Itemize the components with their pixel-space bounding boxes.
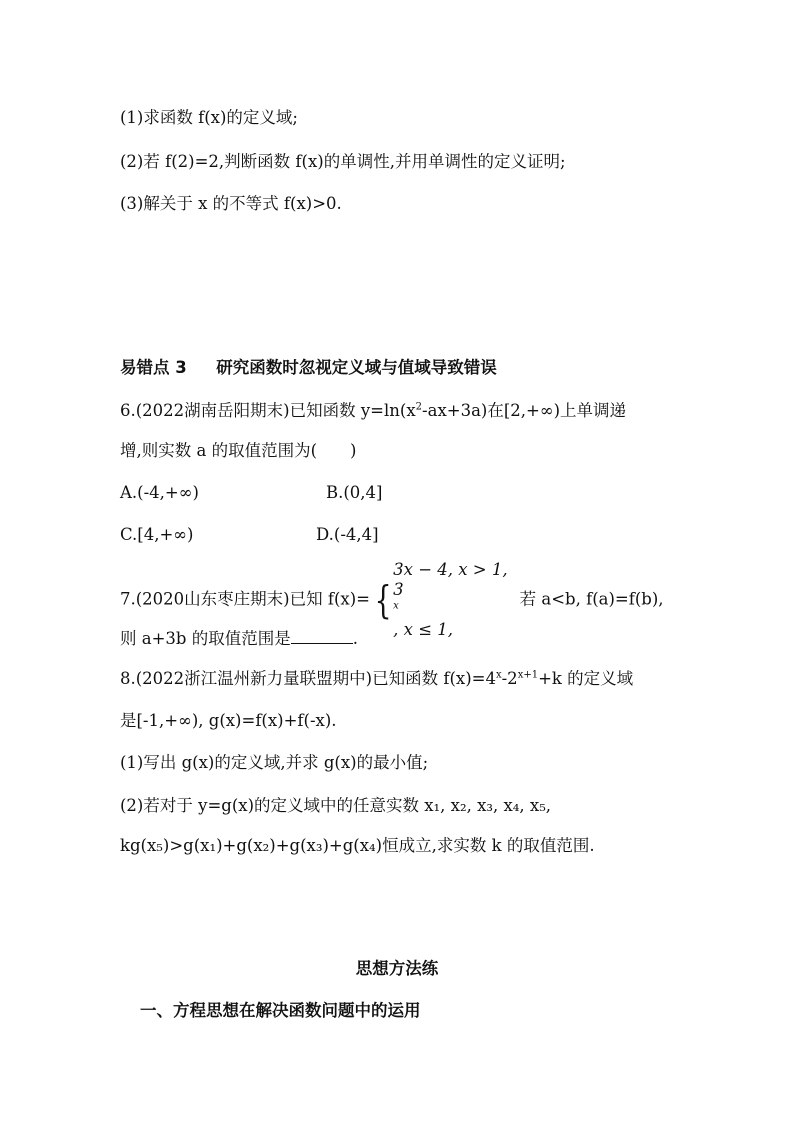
section-label: 易错点 3: [120, 358, 187, 377]
q6-option-b: B.(0,4]: [326, 483, 383, 502]
q6-exponent: 2: [415, 401, 423, 413]
q7-text: 7.(2020山东枣庄期末)已知 f(x)=: [120, 589, 370, 609]
q8-text: 8.(2022浙江温州新力量联盟期中)已知函数 f(x)=4: [120, 669, 496, 688]
case-1: 3x − 4, x > 1,: [393, 560, 508, 579]
methods-title: 思想方法练: [355, 959, 439, 978]
question-part-2: (2)若 f(2)=2,判断函数 f(x)的单调性,并用单调性的定义证明;: [120, 152, 566, 171]
q6-option-c: C.[4,+∞): [120, 525, 194, 544]
q8-exp-2: x+1: [517, 669, 539, 681]
question-part-1: (1)求函数 f(x)的定义域;: [120, 108, 298, 127]
answer-blank: [291, 629, 353, 644]
q8-exp-1: x: [495, 669, 502, 681]
piecewise-brace: {: [374, 578, 392, 622]
q6-text: 6.(2022湖南岳阳期末)已知函数 y=ln(x: [120, 401, 416, 420]
q6-option-d: D.(-4,4]: [316, 525, 379, 544]
question-part-3: (3)解关于 x 的不等式 f(x)>0.: [120, 194, 342, 213]
q6-stem-line2: 增,则实数 a 的取值范围为( ): [120, 441, 357, 460]
piecewise-cases: [393, 560, 507, 640]
q8-text-mid: -2: [501, 669, 518, 688]
section-title: 研究函数时忽视定义域与值域导致错误: [216, 358, 497, 377]
q7-condition: 若 a<b, f(a)=f(b),: [519, 589, 664, 609]
q8-part-2: (2)若对于 y=g(x)的定义域中的任意实数 x₁, x₂, x₃, x₄, x₅,: [120, 796, 552, 815]
q8-stem-line2: 是[-1,+∞), g(x)=f(x)+f(-x).: [120, 711, 337, 730]
q8-part-2-line2: kg(x₅)>g(x₁)+g(x₂)+g(x₃)+g(x₄)恒成立,求实数 k 的取值范围.: [120, 836, 595, 855]
methods-subtitle: 一、方程思想在解决函数问题中的运用: [140, 1001, 421, 1020]
q7-period: .: [352, 629, 358, 648]
q6-text-suffix: -ax+3a)在[2,+∞)上单调递: [422, 401, 627, 420]
q7-question: 则 a+3b 的取值范围是: [120, 629, 291, 648]
q7-stem-line2: [120, 628, 358, 650]
q8-stem-line1: [120, 668, 633, 690]
q6-option-a: A.(-4,+∞): [120, 483, 199, 502]
case-2: 3 $^x$ , x ≤ 1,: [393, 580, 454, 639]
section-heading: [120, 357, 497, 379]
q8-part-1: (1)写出 g(x)的定义域,并求 g(x)的最小值;: [120, 753, 429, 772]
q6-stem-line1: [120, 400, 626, 422]
q8-text-suffix: +k 的定义域: [538, 669, 634, 688]
